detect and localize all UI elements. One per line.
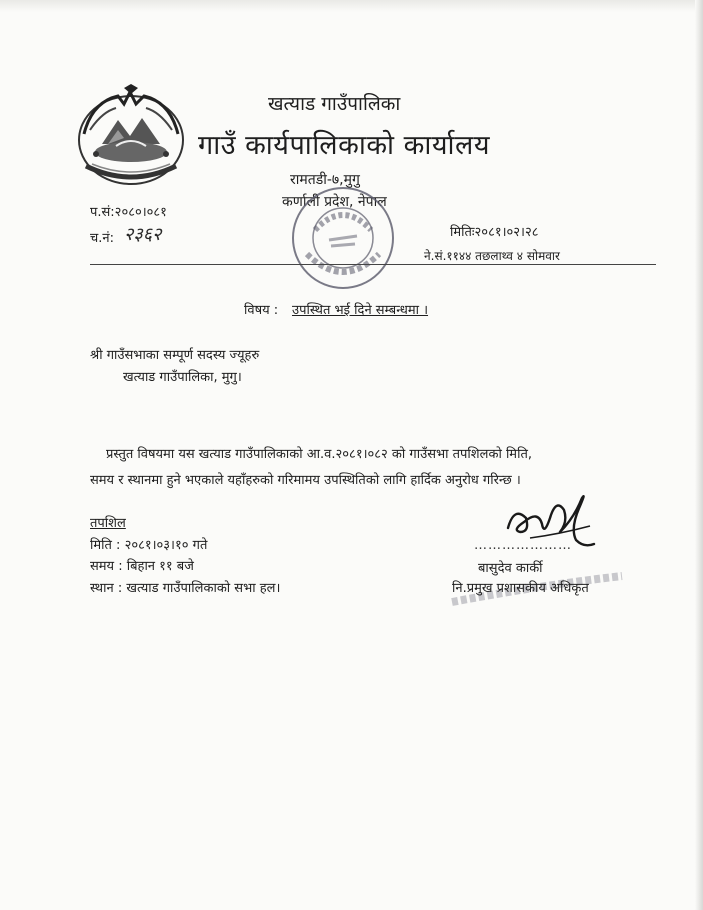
address-line-2: कर्णाली प्रदेश, नेपाल bbox=[282, 194, 387, 210]
office-stamp-icon bbox=[285, 180, 401, 296]
schedule-venue: स्थान : खत्याड गाउँपालिकाको सभा हल। bbox=[90, 581, 281, 596]
schedule-heading: तपशिल bbox=[90, 516, 126, 531]
signatory-title: नि.प्रमुख प्रशासकीय अधिकृत bbox=[452, 581, 589, 596]
dispatch-number-label: च.नं: bbox=[90, 231, 114, 246]
nepal-sambat-date: ने.सं.११४४ तछलाथ्व ४ सोमवार bbox=[424, 249, 560, 263]
org-name: खत्याड गाउँपालिका bbox=[268, 93, 401, 115]
header-divider bbox=[90, 264, 656, 265]
nepal-emblem-icon bbox=[72, 84, 190, 190]
body-line-2: समय र स्थानमा हुने भएकाले यहाँहरुको गरिमामय उपस्थितिको लागि हार्दिक अनुरोध गरिन्छ । bbox=[90, 473, 521, 488]
subject-text: उपस्थित भई दिने सम्बन्धमा । bbox=[292, 303, 429, 318]
address-line-1: रामतडी-७,मुगु bbox=[290, 172, 360, 188]
schedule-time: समय : बिहान ११ बजे bbox=[90, 559, 194, 574]
body-line-1: प्रस्तुत विषयमा यस खत्याड गाउँपालिकाको आ.व.२०८१।०८२ को गाउँसभा तपशिलको मिति, bbox=[106, 447, 532, 462]
office-name: गाउँ कार्यपालिकाको कार्यालय bbox=[198, 130, 490, 161]
letter-date: मितिः२०८१।०२।२८ bbox=[450, 225, 539, 240]
recipient-line-1: श्री गाउँसभाका सम्पूर्ण सदस्य ज्यूहरु bbox=[90, 348, 260, 363]
signatory-name: बासुदेव कार्की bbox=[478, 561, 543, 576]
dispatch-number: २३६२ bbox=[124, 224, 162, 245]
scan-edge-right bbox=[695, 0, 703, 910]
schedule-date: मिति : २०८१।०३।१० गते bbox=[90, 538, 208, 553]
scan-edge-top bbox=[0, 0, 703, 12]
reference-number: प.सं:२०८०।०८१ bbox=[90, 205, 167, 220]
recipient-line-2: खत्याड गाउँपालिका, मुगु। bbox=[123, 370, 242, 385]
subject-label: विषय : bbox=[244, 303, 279, 318]
signature-line: ………………… bbox=[474, 538, 572, 553]
